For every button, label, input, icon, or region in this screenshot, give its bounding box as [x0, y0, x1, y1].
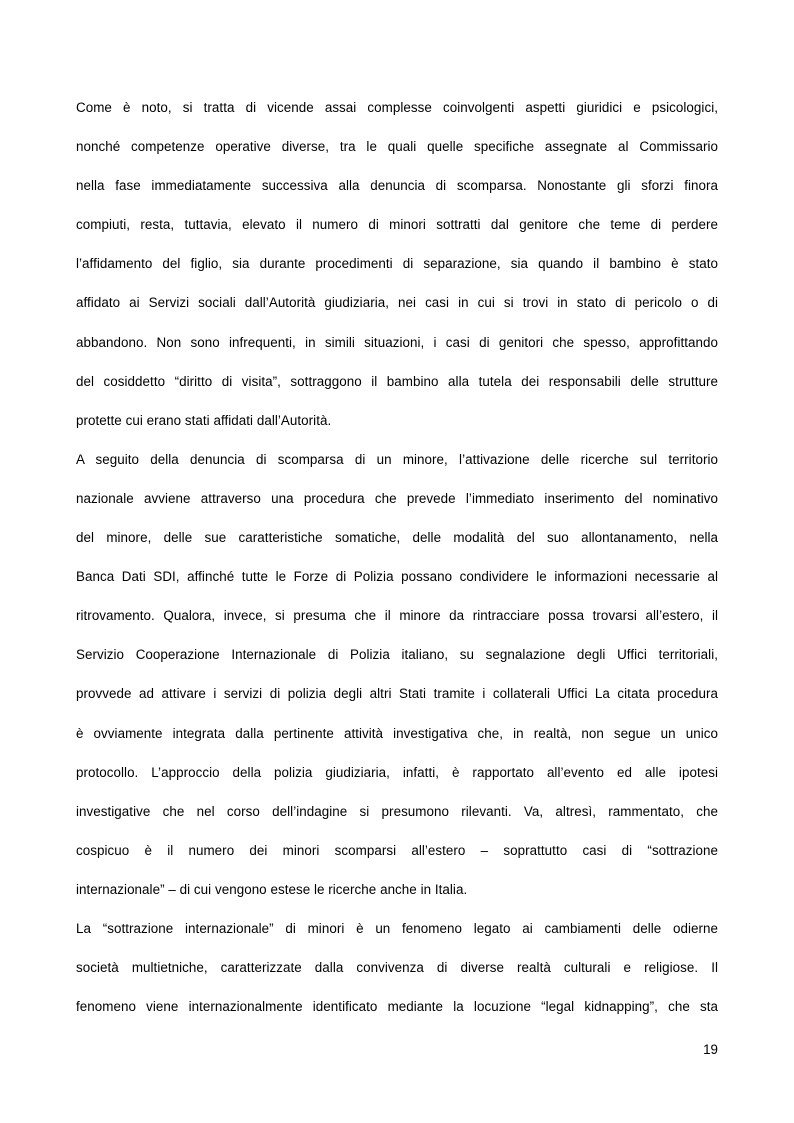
- text-line: protette cui erano stati affidati dall’Autorità.: [76, 412, 332, 428]
- text-line: protocollo. L’approccio della polizia giudiziaria, infatti, è rapportato all’evento ed alle ipotesi: [76, 764, 718, 780]
- text-line: abbandono. Non sono infrequenti, in simili situazioni, i casi di genitori che spesso, approfittando: [76, 334, 718, 350]
- text-line: nella fase immediatamente successiva alla denuncia di scomparsa. Nonostante gli sforzi finora: [76, 178, 718, 194]
- text-line: nazionale avviene attraverso una procedura che prevede l’immediato inserimento del nominativo: [76, 490, 718, 506]
- text-line: del minore, delle sue caratteristiche somatiche, delle modalità del suo allontanamento, nella: [76, 530, 718, 546]
- page-number: 19: [703, 1042, 718, 1057]
- text-line: Come è noto, si tratta di vicende assai complesse coinvolgenti aspetti giuridici e psicologici,: [76, 100, 718, 115]
- text-line: La “sottrazione internazionale” di minori è un fenomeno legato ai cambiamenti delle odierne: [76, 920, 718, 936]
- text-line: affidato ai Servizi sociali dall’Autorità giudiziaria, nei casi in cui si trovi in stato di pericolo o di: [76, 295, 718, 311]
- text-line: compiuti, resta, tuttavia, elevato il numero di minori sottratti dal genitore che teme di perdere: [76, 217, 718, 233]
- text-line: A seguito della denuncia di scomparsa di un minore, l’attivazione delle ricerche sul territorio: [76, 451, 718, 467]
- text-line: fenomeno viene internazionalmente identificato mediante la locuzione “legal kidnapping”, che sta: [76, 999, 718, 1015]
- text-line: è ovviamente integrata dalla pertinente attività investigativa che, in realtà, non segue un unico: [76, 725, 718, 741]
- document-body: [76, 88, 718, 1026]
- text-line: Banca Dati SDI, affinché tutte le Forze di Polizia possano condividere le informazioni necessarie al: [76, 569, 718, 585]
- text-line: provvede ad attivare i servizi di polizia degli altri Stati tramite i collaterali Uffici La citata procedura: [76, 686, 718, 702]
- text-line: Servizio Cooperazione Internazionale di Polizia italiano, su segnalazione degli Uffici territoriali,: [76, 647, 718, 663]
- text-line: l’affidamento del figlio, sia durante procedimenti di separazione, sia quando il bambino è stato: [76, 256, 718, 272]
- text-line: cospicuo è il numero dei minori scomparsi all’estero – soprattutto casi di “sottrazione: [76, 842, 718, 858]
- text-line: del cosiddetto “diritto di visita”, sottraggono il bambino alla tutela dei responsabili delle strutture: [76, 373, 718, 389]
- text-line: società multietniche, caratterizzate dalla convivenza di diverse realtà culturali e religiose. Il: [76, 960, 718, 976]
- text-line: investigative che nel corso dell’indagine si presumono rilevanti. Va, altresì, rammentato, che: [76, 803, 718, 819]
- text-line: nonché competenze operative diverse, tra le quali quelle specifiche assegnate al Commissario: [76, 139, 718, 155]
- text-line: internazionale” – di cui vengono estese le ricerche anche in Italia.: [76, 881, 468, 897]
- text-line: ritrovamento. Qualora, invece, si presuma che il minore da rintracciare possa trovarsi all’estero, il: [76, 608, 718, 624]
